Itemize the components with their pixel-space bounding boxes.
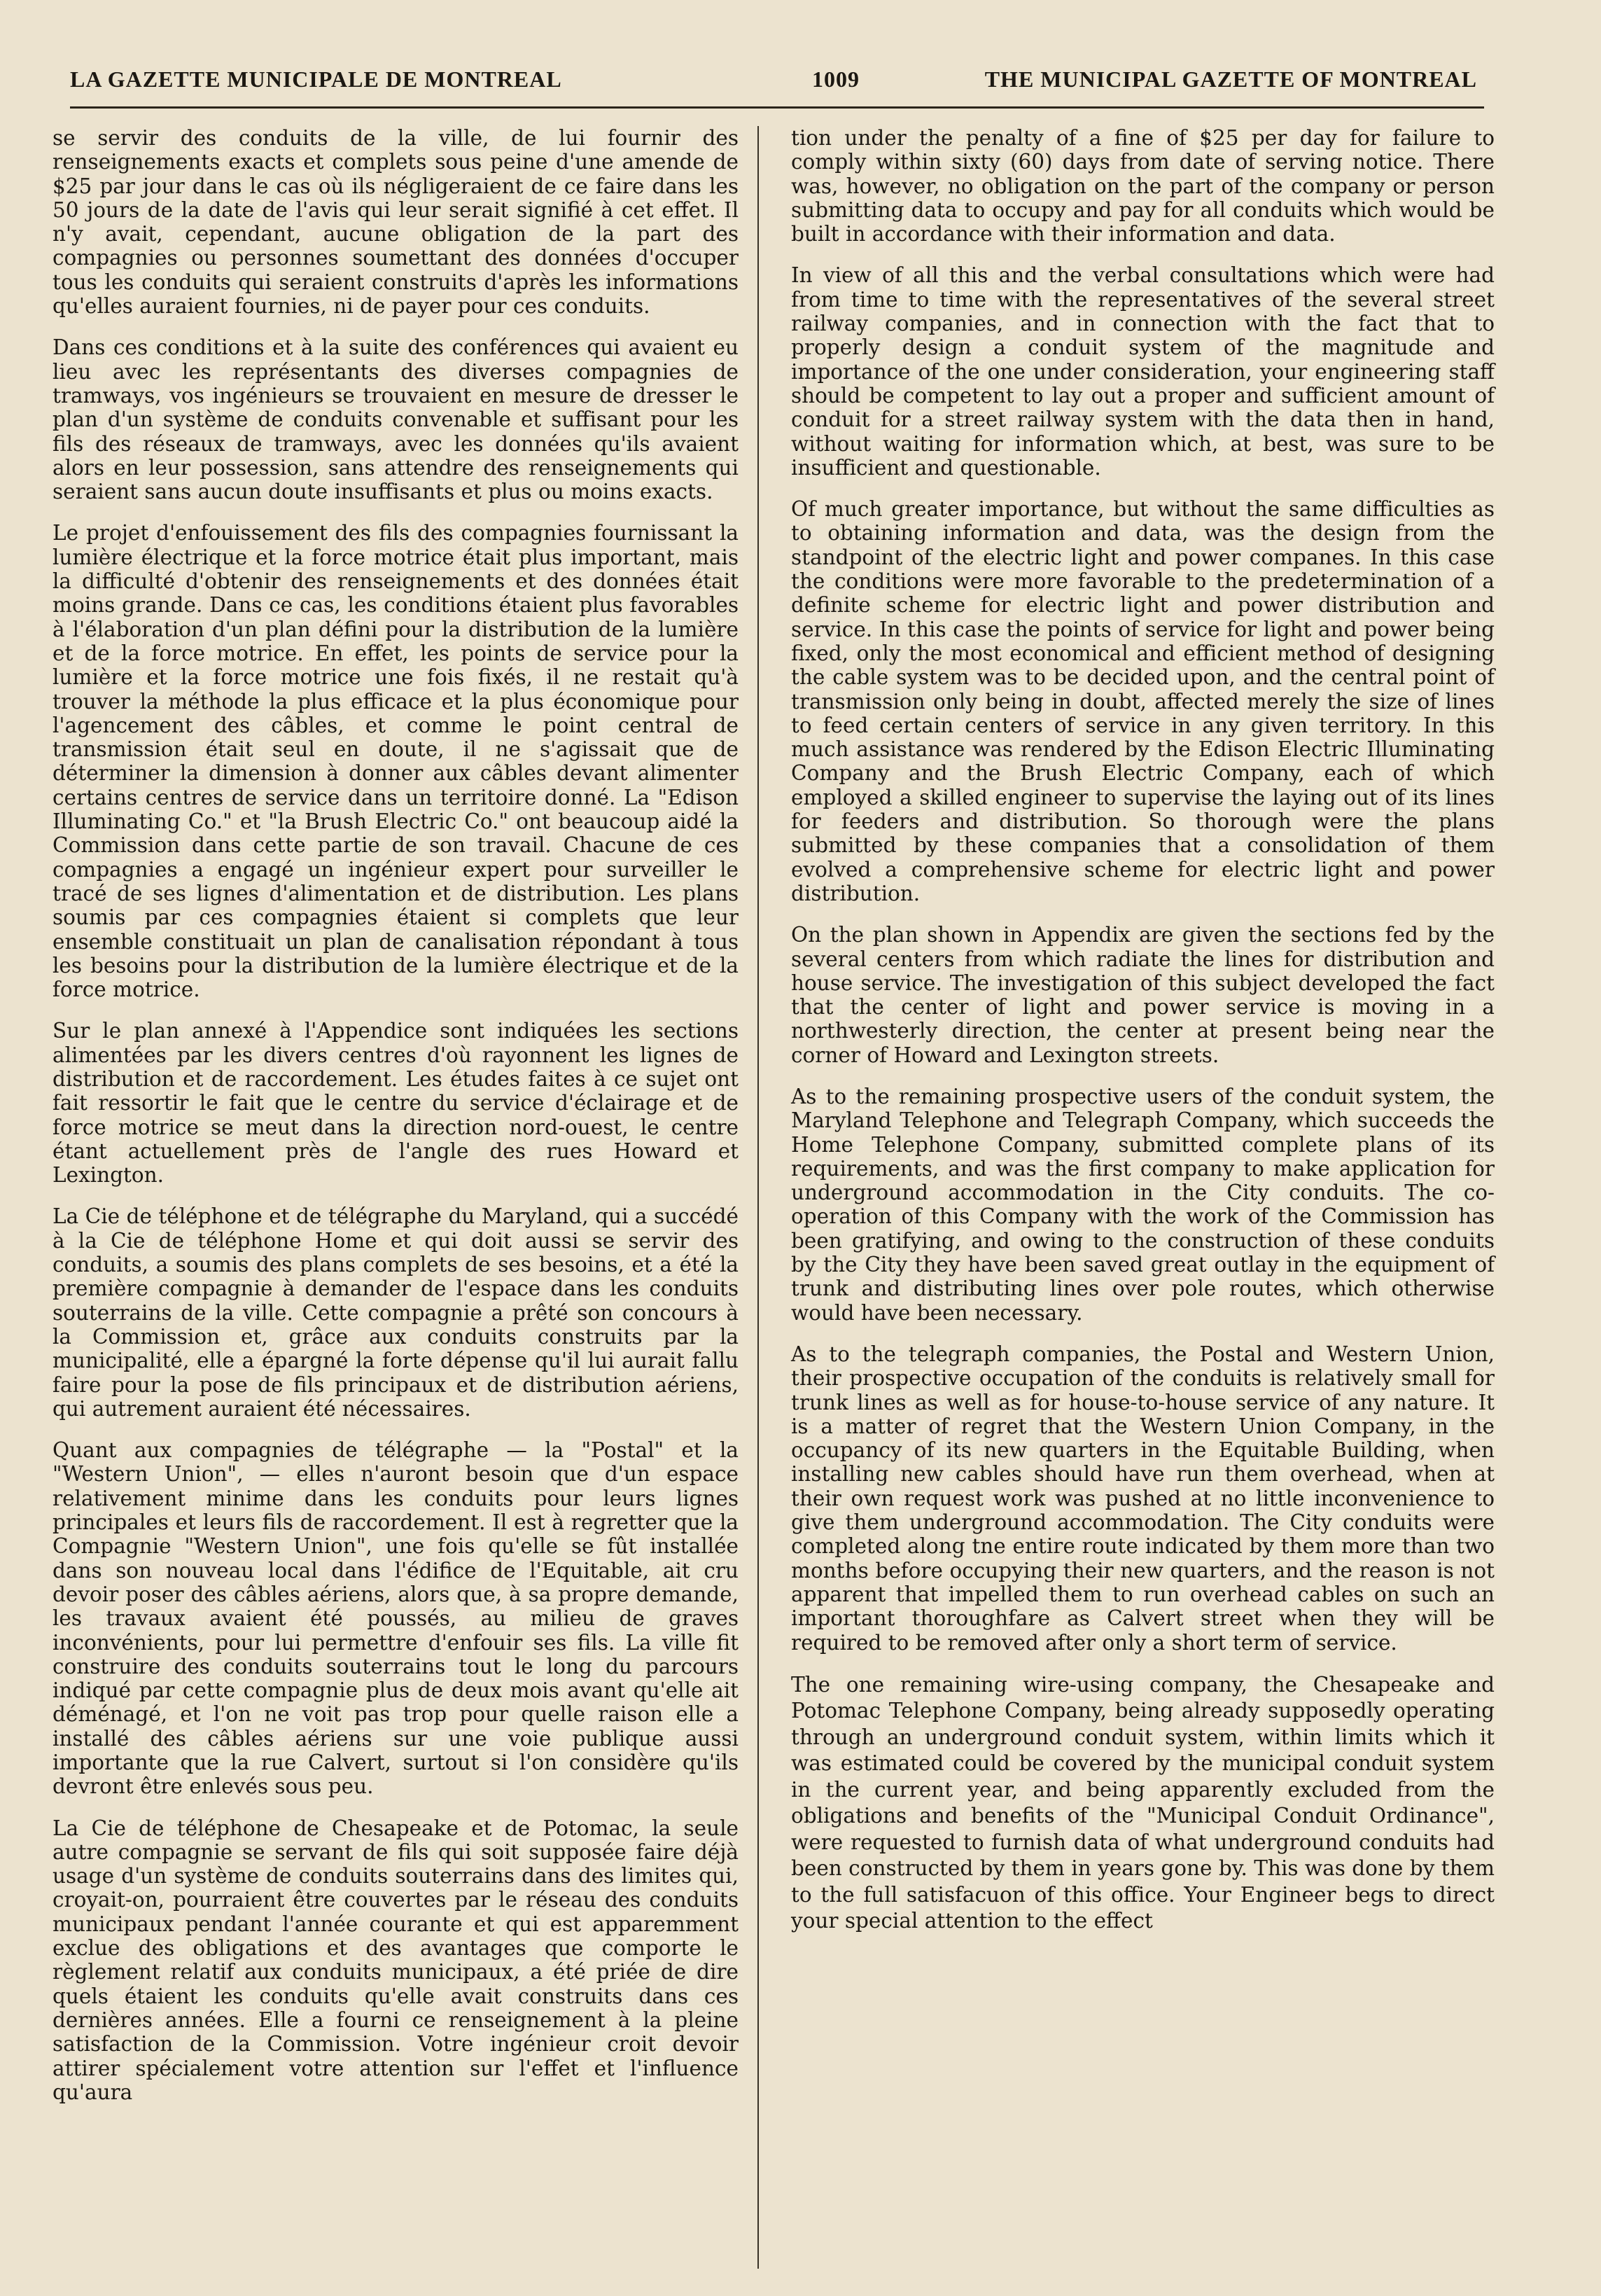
french-paragraph: Le projet d'enfouissement des fils des compagnies fournissant la lumière électrique et la force motrice était plus important, mais la difficulté d'obtenir des renseignements et des données était moins grande. Dans ce cas, les conditions étaient plus favorables à l'élaboration d'un plan défini pour la distribution de la lumière et de la force motrice. En effet, les points de service pour la lumière et la force motrice une fois fixés, il ne restait qu'à trouver la méthode la plus efficace et la plus économique pour l'agencement des câbles, et comme le point central de transmission était seul en doute, il ne s'agissait que de déterminer la dimension à donner aux câbles devant alimenter certains centres de service dans un territoire donné. La "Edison Illuminating Co." et "la Brush Electric Co." ont beaucoup aidé la Commission dans cette partie de son travail. Chacune de ces compagnies a engagé un ingénieur expert pour surveiller le tracé de ses lignes d'alimentation et de distribution. Les plans soumis par ces compagnies étaient si complets que leur ensemble constituait un plan de canalisation répondant à tous les besoins pour la distribution de la lumière électrique et de la force motrice. — [53, 521, 739, 1002]
page-header — [70, 67, 1477, 100]
header-title-french: LA GAZETTE MUNICIPALE DE MONTREAL — [70, 67, 562, 92]
french-paragraph: La Cie de téléphone et de télégraphe du Maryland, qui a succédé à la Cie de téléphone Home et qui doit aussi se servir des conduits, a soumis des plans complets de ses besoins, et a été la première compagnie à demander de l'espace dans les conduits souterrains de la ville. Cette compagnie a prêté son concours à la Commission et, grâce aux conduits construits par la municipalité, elle a épargné la forte dépense qu'il lui aurait fallu faire pour la pose de fils principaux et de distribution aériens, qui autrement auraient été nécessaires. — [53, 1204, 739, 1421]
french-paragraph: La Cie de téléphone de Chesapeake et de Potomac, la seule autre compagnie se servant de fils qui soit supposée faire déjà usage d'un système de conduits souterrains dans des limites qui, croyait-on, pourraient être couvertes par le réseau des conduits municipaux pendant l'année courante et qui est apparemment exclue des obligations et des avantages que comporte le règlement relatif aux conduits municipaux, a été priée de dire quels étaient les conduits qu'elle avait construits dans ces dernières années. Elle a fourni ce renseignement à la pleine satisfaction de la Commission. Votre ingénieur croit devoir attirer spécialement votre attention sur l'effet et l'influence qu'aura — [53, 1816, 739, 2104]
english-paragraph: Of much greater importance, but without the same difficulties as to obtaining information and data, was the design from the standpoint of the electric light and power companes. In this case the conditions were more favorable to the predetermination of a definite scheme for electric light and power distribution and service. In this case the points of service for light and power being fixed, only the most economical and efficient method of designing the cable system was to be decided upon, and the central point of transmission only being in doubt, affected merely the size of lines to feed certain centers of service in any given territory. In this much assistance was rendered by the Edison Electric Illuminating Company and the Brush Electric Company, each of which employed a skilled engineer to supervise the laying out of its lines for feeders and distribution. So thorough were the plans submitted by these companies that a consolidation of them evolved a comprehensive scheme for electric light and power distribution. — [791, 497, 1495, 905]
english-paragraph: tion under the penalty of a fine of $25 per day for failure to comply within sixty (60) days from date of serving notice. There was, however, no obligation on the part of the company or person submitting data to occupy and pay for all conduits which would be built in accordance with their information and data. — [791, 126, 1495, 246]
french-paragraph: Dans ces conditions et à la suite des conférences qui avaient eu lieu avec les représentants des diverses compagnies de tramways, vos ingénieurs se trouvaient en mesure de dresser le plan d'un système de conduits convenable et suffisant pour les fils des réseaux de tramways, avec les données qu'ils avaient alors en leur possession, sans attendre des renseignements qui seraient sans aucun doute insuffisants et plus ou moins exacts. — [53, 335, 739, 504]
french-paragraph: Sur le plan annexé à l'Appendice sont indiquées les sections alimentées par les divers centres d'où rayonnent les lignes de distribution et de raccordement. Les études faites à ce sujet ont fait ressortir le fait que le centre du service d'éclairage et de force motrice se meut dans la direction nord-ouest, le centre étant actuellement près de l'angle des rues Howard et Lexington. — [53, 1019, 739, 1188]
french-column — [53, 126, 739, 2122]
header-title-english: THE MUNICIPAL GAZETTE OF MONTREAL — [984, 67, 1477, 92]
english-paragraph: On the plan shown in Appendix are given the sections fed by the several centers from which radiate the lines for distribution and house service. The investigation of this subject developed the fact that the center of light and power service is moving in a northwesterly direction, the center at present being near the corner of Howard and Lexington streets. — [791, 923, 1495, 1067]
english-column — [791, 126, 1495, 1952]
french-paragraph: Quant aux compagnies de télégraphe — la "Postal" et la "Western Union", — elles n'auront besoin que d'un espace relativement minime dans les conduits pour leurs lignes principales et leurs fils de raccordement. Il est à regretter que la Compagnie "Western Union", une fois qu'elle se fût installée dans son nouveau local dans l'édifice de l'Equitable, ait cru devoir poser des câbles aériens, alors que, à sa propre demande, les travaux avaient été poussés, au milieu de graves inconvénients, pour lui permettre d'enfouir ses fils. La ville fit construire des conduits souterrains tout le long du parcours indiqué par cette compagnie plus de deux mois avant qu'elle ait déménagé, et l'on ne voit pas trop pour quelle raison elle a installé des câbles aériens sur une voie publique aussi importante que la rue Calvert, surtout si l'on considère qu'ils devront être enlevés sous peu. — [53, 1438, 739, 1799]
english-paragraph: As to the telegraph companies, the Postal and Western Union, their prospective occupation of the conduits is relatively small for trunk lines as well as for house-to-house service of any nature. It is a matter of regret that the Western Union Company, in the occupancy of its new quarters in the Equitable Building, when installing new cables should have run them overhead, when at their own request work was pushed at no little inconvenience to give them underground accommodation. The City conduits were completed along tne entire route indicated by them more than two months before occupying their new quarters, and the reason is not apparent that impelled them to run overhead cables on such an important thoroughfare as Calvert street when they will be required to be removed after only a short term of service. — [791, 1342, 1495, 1655]
english-paragraph: The one remaining wire-using company, the Chesapeake and Potomac Telephone Company, being already supposedly operating through an underground conduit system, within limits which it was estimated could be covered by the municipal conduit system in the current year, and being apparently excluded from the obligations and benefits of the "Municipal Conduit Ordinance", were requested to furnish data of what underground conduits had been constructed by them in years gone by. This was done by them to the full satisfacuon of this office. Your Engineer begs to direct your special attention to the effect — [791, 1672, 1495, 1933]
english-paragraph: As to the remaining prospective users of the conduit system, the Maryland Telephone and Telegraph Company, which succeeds the Home Telephone Company, submitted complete plans of its requirements, and was the first company to make application for underground accommodation in the City conduits. The co-operation of this Company with the work of the Commission has been gratifying, and owing to the construction of these conduits by the City they have been saved great outlay in the equipment of trunk and distributing lines over pole routes, which otherwise would have been necessary. — [791, 1084, 1495, 1325]
english-paragraph: In view of all this and the verbal consultations which were had from time to time with the representatives of the several street railway companies, and in connection with the fact that to properly design a conduit system of the magnitude and importance of the one under consideration, your engineering staff should be competent to lay out a proper and sufficient amount of conduit for a street railway system with the data then in hand, without waiting for information which, at best, was sure to be insufficient and questionable. — [791, 263, 1495, 480]
header-rule — [70, 106, 1484, 109]
column-divider — [757, 126, 759, 2269]
page-number: 1009 — [812, 67, 860, 92]
french-paragraph: se servir des conduits de la ville, de lui fournir des renseignements exacts et complets sous peine d'une amende de $25 par jour dans le cas où ils négligeraient de ce faire dans les 50 jours de la date de l'avis qui leur serait signifié à cet effet. Il n'y avait, cependant, aucune obligation de la part des compagnies ou personnes soumettant des données d'occuper tous les conduits qui seraient construits d'après les informations qu'elles auraient fournies, ni de payer pour ces conduits. — [53, 126, 739, 319]
